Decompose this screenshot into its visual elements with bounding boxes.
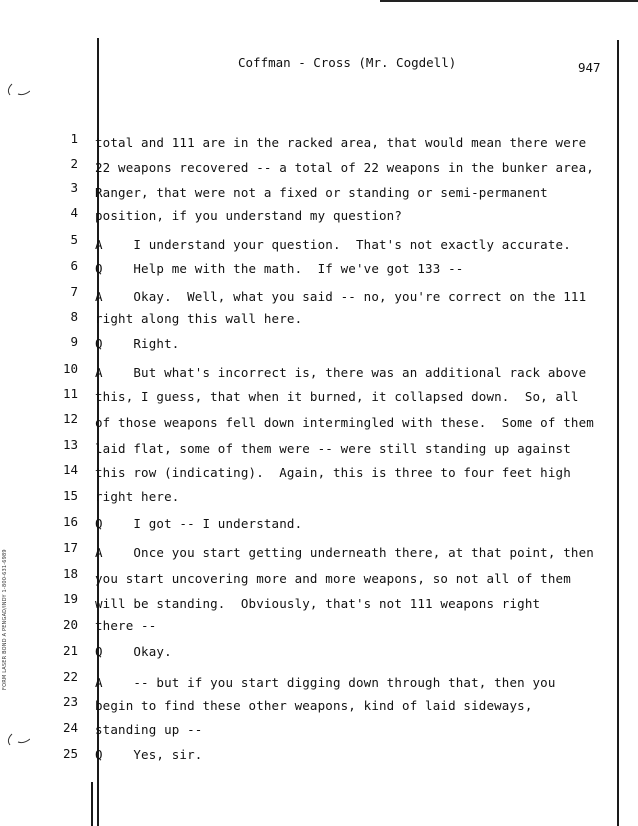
line-number: 25 (62, 746, 78, 761)
line-number: 7 (70, 284, 78, 299)
transcript-line: of those weapons fell down intermingled with these. Some of them (95, 415, 594, 430)
line-number: 24 (62, 720, 78, 735)
line-number: 13 (62, 437, 78, 452)
top-rule (380, 0, 638, 2)
transcript-line: you start uncovering more and more weapons, so not all of them (95, 571, 571, 586)
line-number: 5 (70, 232, 78, 247)
transcript-line: A Okay. Well, what you said -- no, you're correct on the 111 (95, 289, 587, 304)
line-number: 9 (70, 334, 78, 349)
line-number: 8 (70, 309, 78, 324)
transcript-line: this, I guess, that when it burned, it collapsed down. So, all (95, 389, 579, 404)
left-margin-rule-lower (91, 782, 93, 826)
transcript-line: A Once you start getting underneath there, at that point, then (95, 545, 594, 560)
right-margin-rule (617, 40, 619, 826)
line-number: 20 (62, 617, 78, 632)
page-number: 947 (578, 60, 601, 75)
page-header-title: Coffman - Cross (Mr. Cogdell) (238, 55, 457, 70)
line-number: 1 (70, 131, 78, 146)
transcript-line: Q Okay. (95, 644, 172, 659)
line-number: 3 (70, 180, 78, 195)
line-number: 16 (62, 514, 78, 529)
transcript-line: right here. (95, 489, 180, 504)
transcript-line: this row (indicating). Again, this is three to four feet high (95, 465, 571, 480)
transcript-line: right along this wall here. (95, 311, 303, 326)
line-number: 15 (62, 488, 78, 503)
transcript-line: total and 111 are in the racked area, that would mean there were (95, 135, 587, 150)
transcript-line: standing up -- (95, 722, 203, 737)
line-number: 18 (62, 566, 78, 581)
punch-hole-mark-top (4, 80, 30, 98)
punch-hole-mark-bottom (4, 730, 30, 748)
transcript-line: begin to find these other weapons, kind of laid sideways, (95, 698, 533, 713)
line-number: 12 (62, 411, 78, 426)
line-number: 23 (62, 694, 78, 709)
transcript-line: Q Help me with the math. If we've got 133 -- (95, 261, 464, 276)
line-number: 17 (62, 540, 78, 555)
line-number: 6 (70, 258, 78, 273)
line-number: 21 (62, 643, 78, 658)
transcript-line: laid flat, some of them were -- were still standing up against (95, 441, 571, 456)
transcript-line: there -- (95, 618, 157, 633)
transcript-line: will be standing. Obviously, that's not 111 weapons right (95, 596, 541, 611)
transcript-line: Q I got -- I understand. (95, 516, 303, 531)
transcript-line: 22 weapons recovered -- a total of 22 weapons in the bunker area, (95, 160, 594, 175)
line-number: 14 (62, 462, 78, 477)
line-number: 19 (62, 591, 78, 606)
transcript-line: A But what's incorrect is, there was an additional rack above (95, 365, 587, 380)
transcript-line: A I understand your question. That's not exactly accurate. (95, 237, 571, 252)
transcript-line: Q Yes, sir. (95, 747, 203, 762)
margin-form-text: FORM LASER BOND A PENGAD/INDY 1-800-631-6989 (2, 549, 8, 690)
line-number: 22 (62, 669, 78, 684)
line-number: 4 (70, 205, 78, 220)
line-number: 2 (70, 156, 78, 171)
transcript-line: position, if you understand my question? (95, 208, 403, 223)
transcript-line: Ranger, that were not a fixed or standing or semi-permanent (95, 185, 548, 200)
line-number: 11 (62, 386, 78, 401)
line-number: 10 (62, 361, 78, 376)
transcript-line: Q Right. (95, 336, 180, 351)
transcript-line: A -- but if you start digging down through that, then you (95, 675, 556, 690)
